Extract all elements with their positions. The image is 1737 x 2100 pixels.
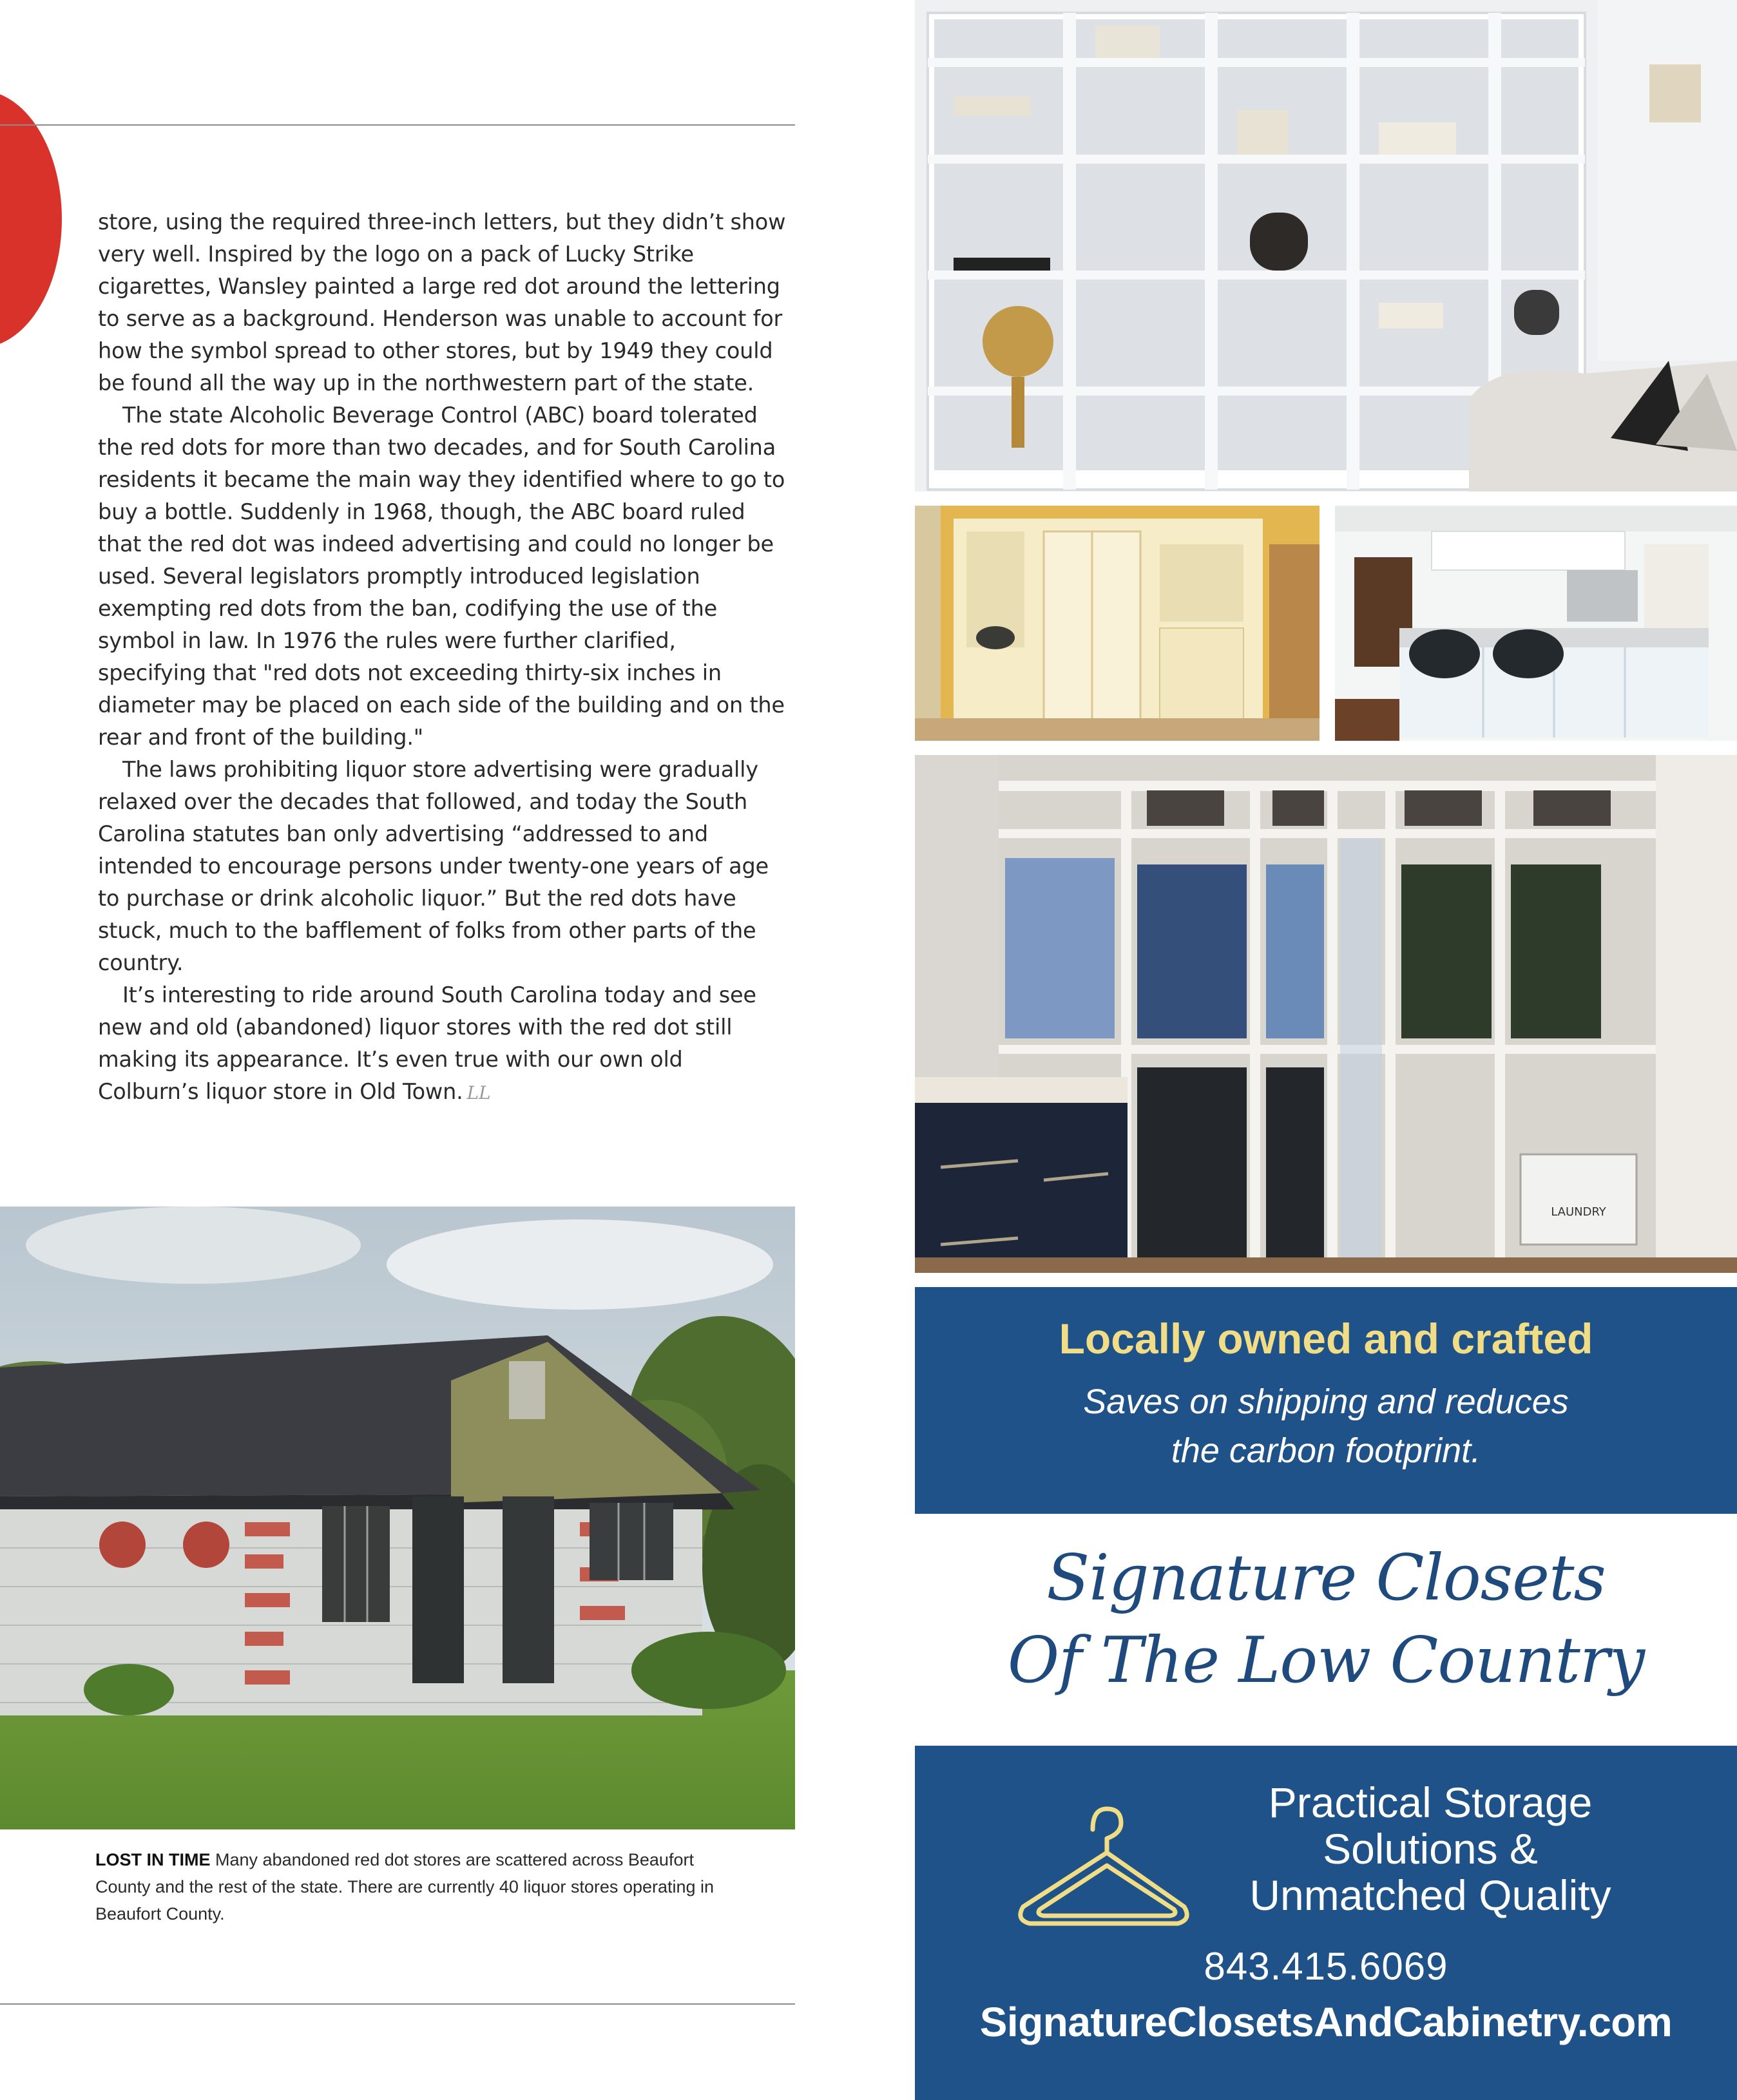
red-dot-graphic: [0, 90, 62, 348]
caption-title: LOST IN TIME: [95, 1850, 211, 1869]
ad-subline-2: the carbon footprint.: [1171, 1431, 1481, 1470]
hanger-icon: [1010, 1791, 1197, 1945]
ad-tagline-1: Practical Storage: [1268, 1779, 1593, 1826]
ad-tagline-2: Solutions &: [1323, 1825, 1538, 1873]
laundry-basket-label: LAUNDRY: [1551, 1205, 1606, 1219]
bottom-divider: [0, 2003, 795, 2005]
walk-in-closet-photo: [915, 755, 1737, 1273]
ad-headline-band: [915, 1287, 1737, 1514]
ad-subline-1: Saves on shipping and reduces: [1083, 1382, 1569, 1421]
phone-number: 843.415.6069: [1204, 1945, 1448, 1988]
caption-text: Many abandoned red dot stores are scattered across Beaufort County and the rest of the state. There are currently 40 liquor stores operating in Beaufort County.: [95, 1850, 715, 1923]
ad-tagline-3: Unmatched Quality: [1249, 1871, 1611, 1919]
end-mark: LL: [466, 1082, 491, 1103]
abandoned-store-photo: [0, 1207, 795, 1829]
photo-caption: [95, 1846, 740, 1927]
website-url: SignatureClosetsAndCabinetry.com: [979, 1999, 1673, 2045]
bookshelf-photo: [915, 0, 1737, 492]
ad-tagline: [1185, 1779, 1675, 1918]
ad-headline: Locally owned and crafted: [1059, 1315, 1593, 1362]
brand-name-band: [915, 1514, 1737, 1746]
ad-contact-band: [915, 1746, 1737, 2100]
article-paragraph: The state Alcoholic Beverage Control (ABC) board tolerated the red dots for more than two decades, and for South Carolina residents it became the main way they identified where to go to buy a bottle. Suddenly in 1968, though, the ABC board ruled that the red dot was indeed advertising and could no longer be used. Several legislators promptly introduced legislation exempting red dots from the ban, codifying the use of the symbol in law. In 1976 the rules were further clarified, specifying that "red dots not exceeding thirty-six inches in diameter may be placed on each side of the building and on the rear and front of the building.": [98, 403, 785, 750]
brand-name-line-2: Of The Low Country: [1007, 1624, 1645, 1697]
article-body: [98, 206, 787, 1109]
yellow-room-cabinet-photo: [915, 506, 1320, 741]
closet-advertisement: [915, 0, 1737, 2100]
ad-subline: [915, 1377, 1737, 1475]
article-paragraph-last: [98, 979, 787, 1109]
article-paragraph: The laws prohibiting liquor store advertising were gradually relaxed over the decades that followed, and today the South Carolina statutes ban only advertising “addressed to and intended to encourage persons under twenty-one years of age to purchase or drink alcoholic liquor.” But the red dots have stuck, much to the bafflement of folks from other parts of the country.: [98, 757, 769, 975]
kitchen-island-photo: [1335, 506, 1737, 741]
brand-name-line-1: Signature Closets: [1046, 1542, 1606, 1615]
article-paragraph-text: It’s interesting to ride around South Carolina today and see new and old (abandoned) liquor stores with the red dot still making its appearance. It’s even true with our own old Colburn’s liquor store in Old Town.: [98, 982, 756, 1104]
article-paragraph: store, using the required three-inch letters, but they didn’t show very well. Inspired by the logo on a pack of Lucky Strike cigarettes, Wansley painted a large red dot around the lettering to serve as a background. Henderson was unable to account for how the symbol spread to other stores, but by 1949 they could be found all the way up in the northwestern part of the state.: [98, 209, 786, 396]
top-divider: [0, 124, 795, 126]
